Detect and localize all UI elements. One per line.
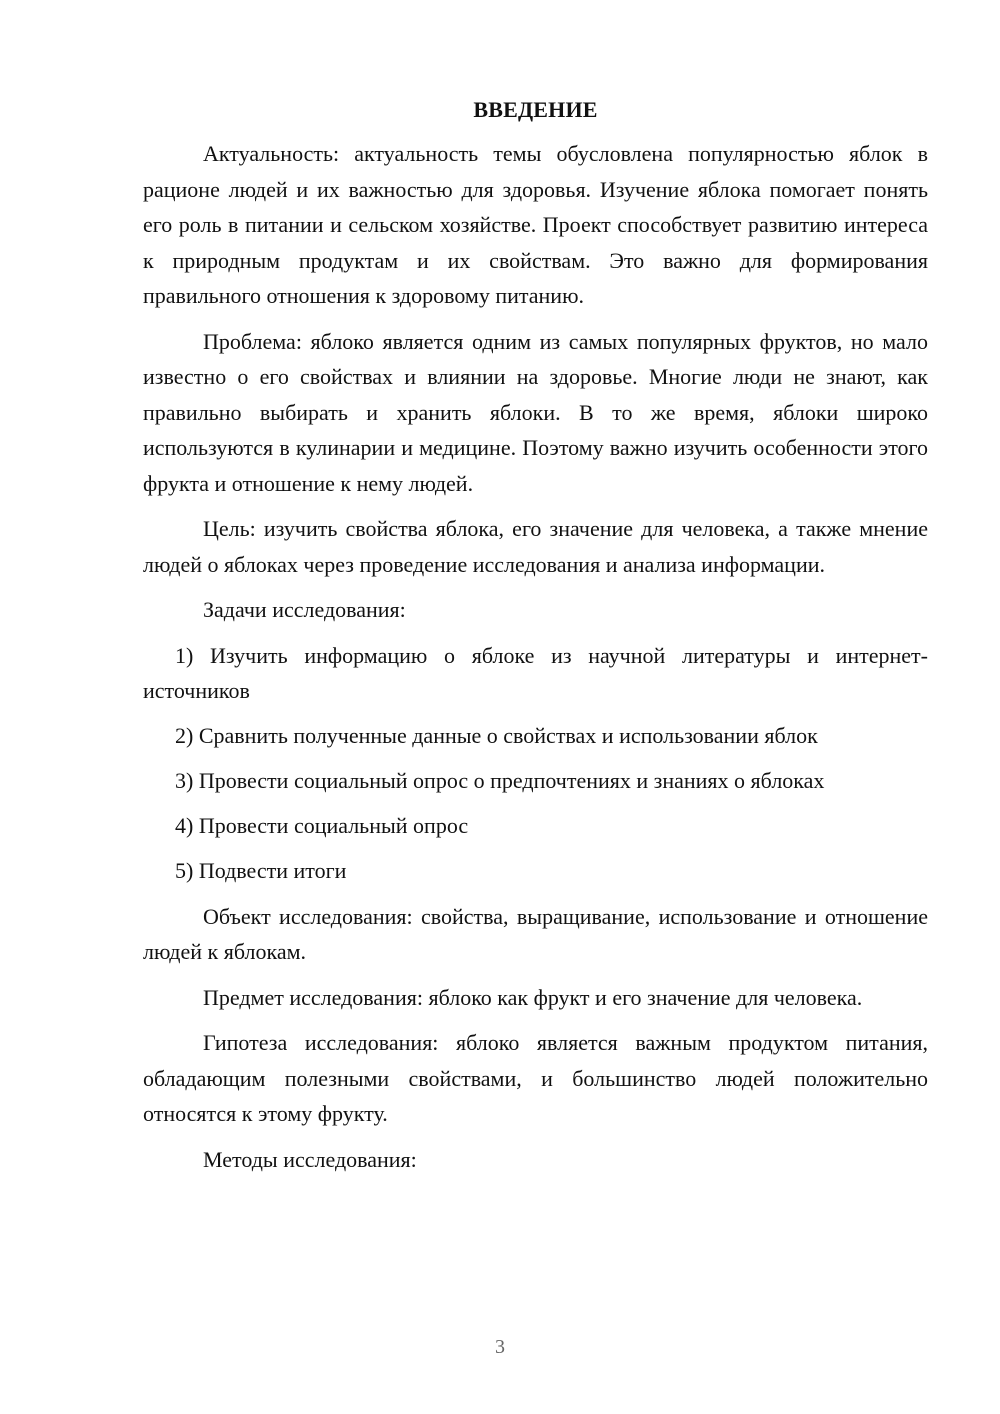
paragraph-relevance: Актуальность: актуальность темы обусловлена популярностью яблок в рационе людей и их важностью для здоровья. Изучение яблока помогает понять его роль в питании и сельском хозяйстве. Проект способствует развитию интереса к природным продуктам и их свойствам. Это важно для формирования правильного отношения к здоровому питанию. — [143, 141, 928, 308]
tasks-list — [143, 638, 928, 889]
after-tasks-block — [143, 899, 928, 1178]
paragraph-object: Объект исследования: свойства, выращивание, использование и отношение людей к яблокам. — [143, 903, 928, 964]
list-item: 3) Провести социальный опрос о предпочтениях и знаниях о яблоках — [175, 768, 825, 793]
paragraph-problem: Проблема: яблоко является одним из самых популярных фруктов, но мало известно о его свойствах и влиянии на здоровье. Многие люди не знают, как правильно выбирать и хранить яблоки. В то же время, яблоки широко используются в кулинарии и медицине. Поэтому важно изучить особенности этого фрукта и отношение к нему людей. — [143, 328, 928, 496]
page-number: 3 — [495, 1336, 505, 1358]
paragraph-tasks-title: Задачи исследования: — [203, 597, 406, 622]
list-item: 1) Изучить информацию о яблоке из научной литературы и интернет-источников — [143, 642, 928, 703]
list-item: 2) Сравнить полученные данные о свойствах и использовании яблок — [175, 723, 818, 748]
paragraph-hypothesis: Гипотеза исследования: яблоко является важным продуктом питания, обладающим полезными свойствами, и большинство людей положительно относятся к этому фрукту. — [143, 1030, 928, 1126]
page-content — [143, 92, 928, 1177]
list-item: 4) Провести социальный опрос — [175, 813, 469, 838]
section-heading: ВВЕДЕНИЕ — [473, 97, 598, 122]
paragraph-subject: Предмет исследования: яблоко как фрукт и его значение для человека. — [203, 984, 863, 1010]
paragraph-goal: Цель: изучить свойства яблока, его значение для человека, а также мнение людей о яблоках через проведение исследования и анализа информации. — [143, 516, 928, 577]
paragraph-methods-title: Методы исследования: — [203, 1146, 417, 1172]
list-item: 5) Подвести итоги — [175, 858, 347, 883]
